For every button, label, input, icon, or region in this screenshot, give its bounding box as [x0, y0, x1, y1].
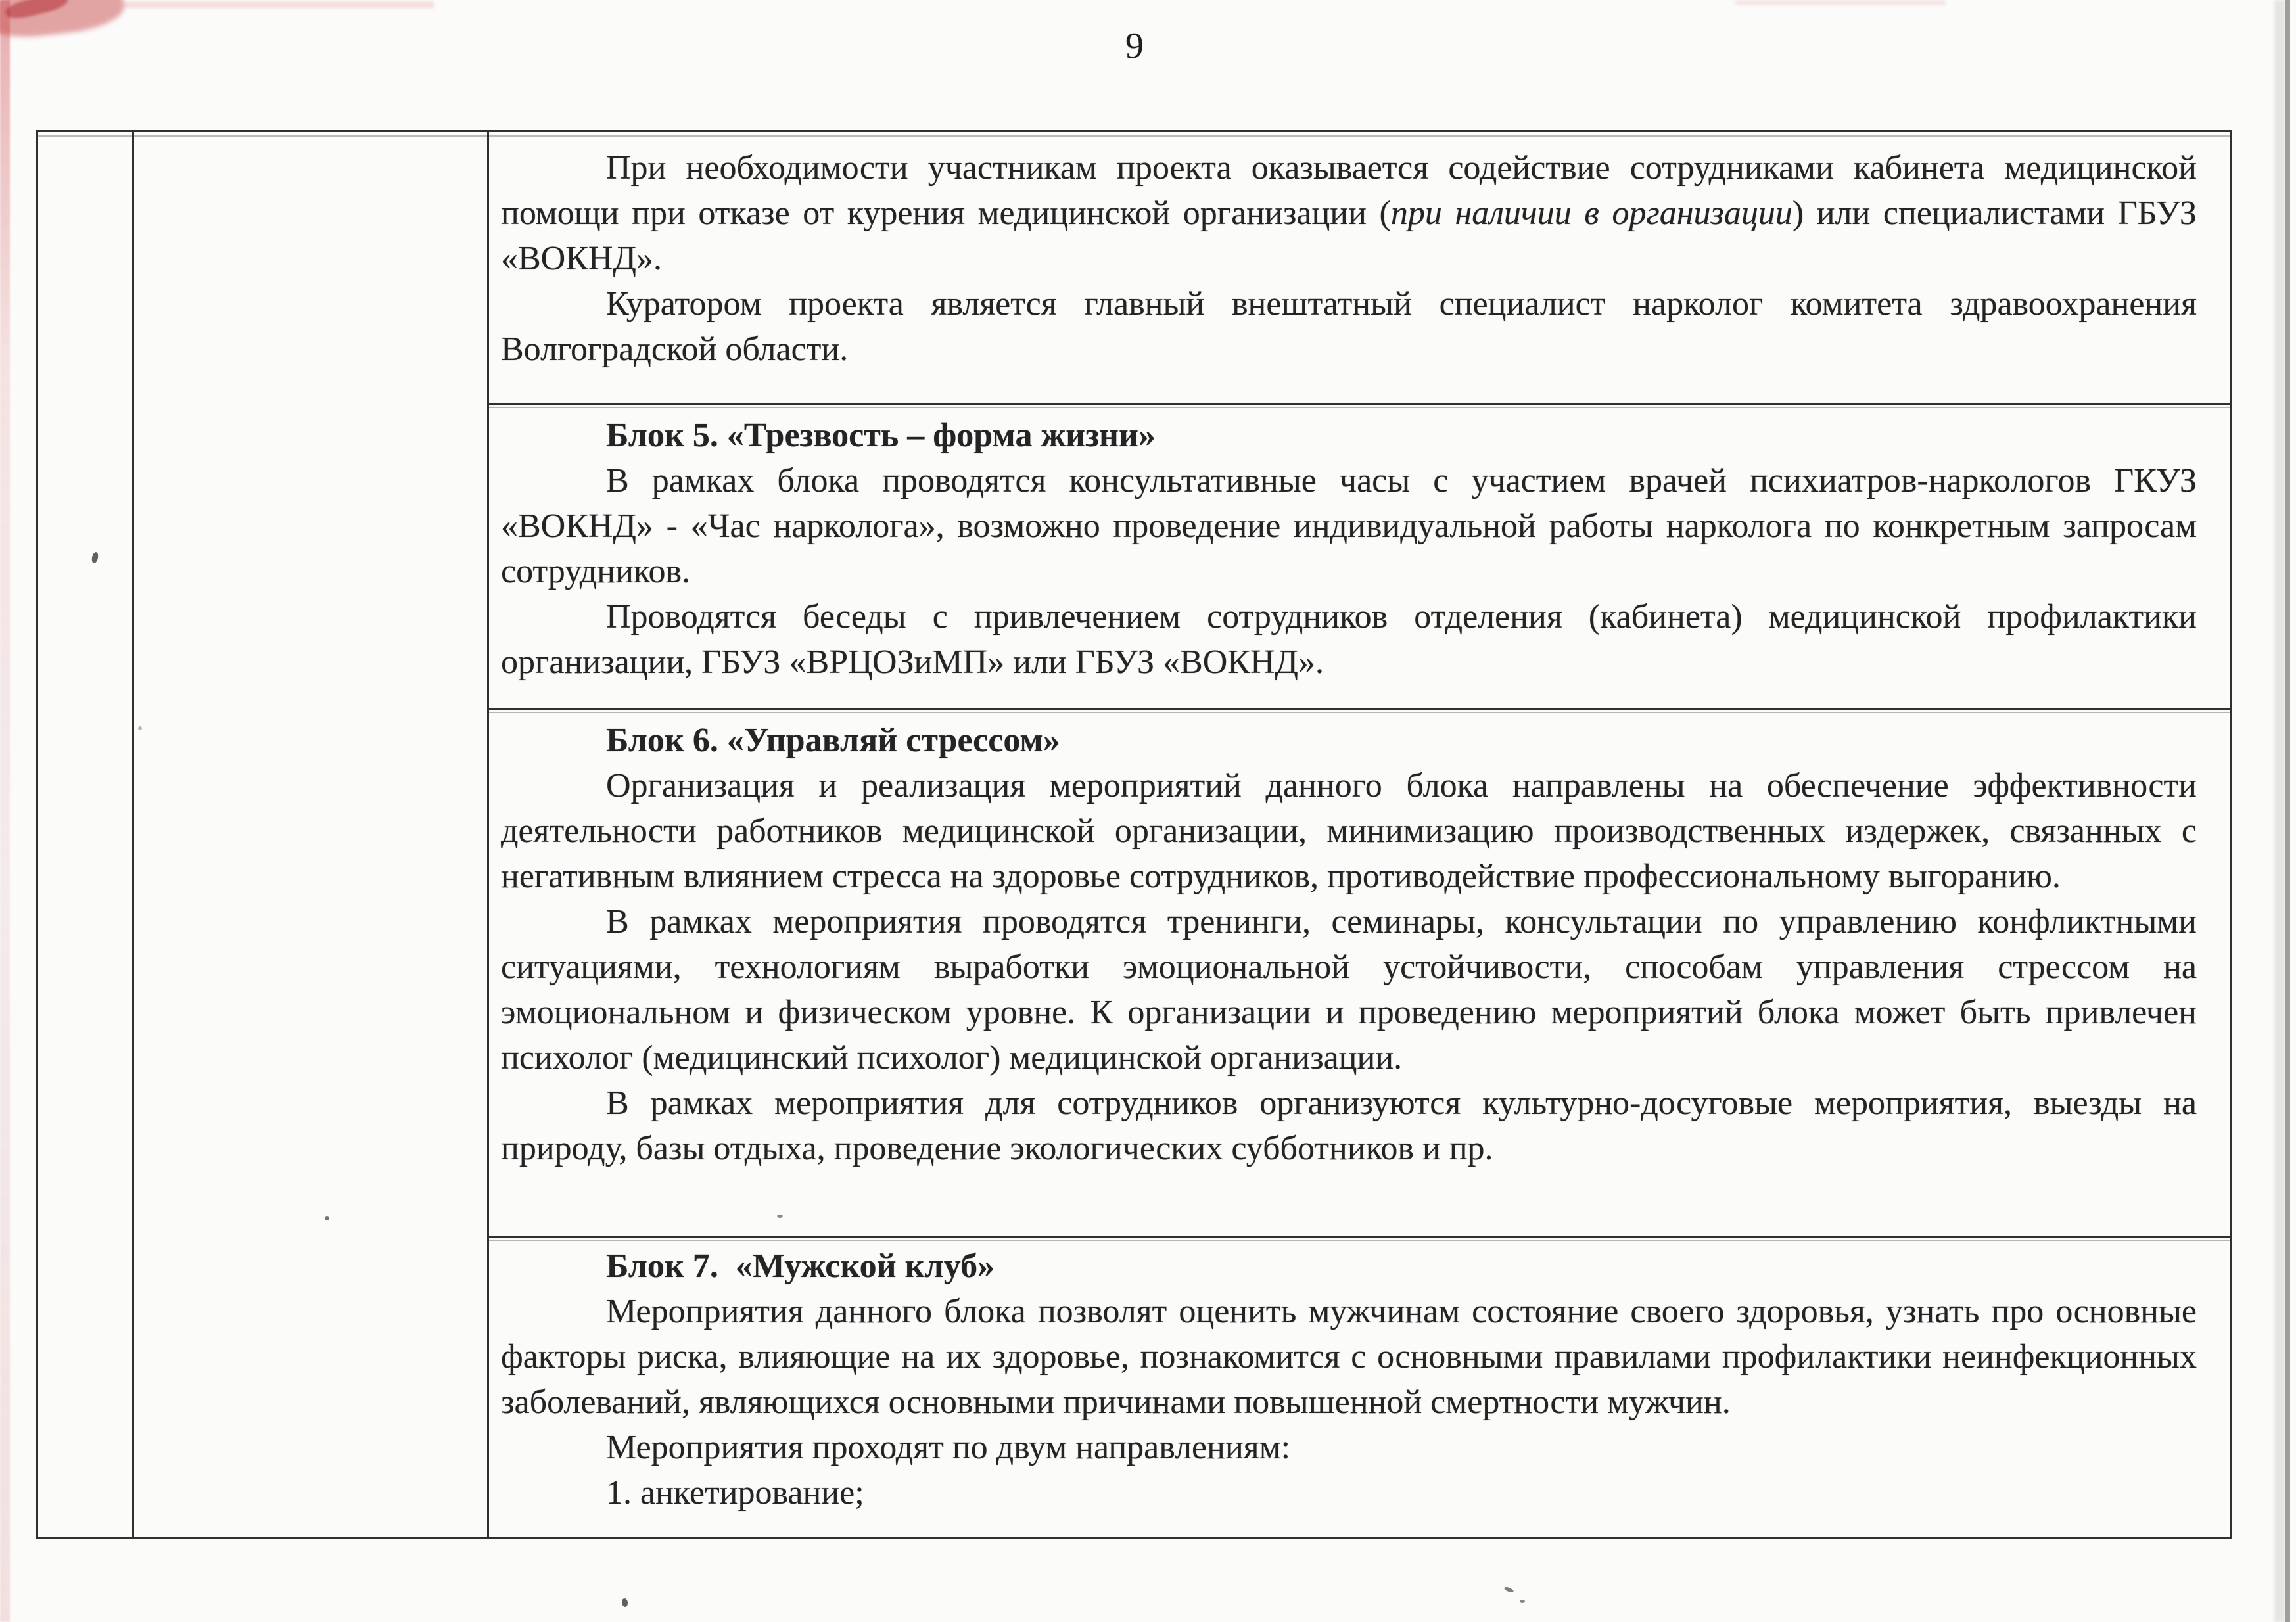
- table-empty-column-2: [134, 132, 487, 1537]
- paragraph-run: Мероприятия проходят по двум направлениям:: [606, 1429, 1291, 1466]
- scan-artifact-top-streak-1: [79, 1, 434, 8]
- paragraph-run: Куратором проекта является главный внештатный специалист нарколог комитета здравоохранения Волгоградской области.: [501, 285, 2197, 368]
- scan-artifact-left-edge: [0, 0, 10, 1622]
- table-row-block-0: [489, 132, 2230, 403]
- table-row-block-2: [489, 710, 2230, 1236]
- scan-artifact-right-shadow: [2274, 0, 2285, 1622]
- paragraph-run: Организация и реализация мероприятий данного блока направлены на обеспечение эффективности деятельности работников медицинской организации, минимизацию производственных издержек, связанных с негативным влиянием стресса на здоровье сотрудников, противодействие профессиональному выгоранию.: [501, 767, 2197, 895]
- table-row-block-3: [489, 1238, 2230, 1537]
- paragraph: [501, 899, 2197, 1080]
- paragraph: [501, 458, 2197, 594]
- scan-speck: [621, 1598, 628, 1607]
- paragraph-run-italic: при наличии в организации: [1390, 195, 1792, 232]
- paragraph: [501, 281, 2197, 372]
- scan-artifact-top-streak-2: [1735, 0, 1946, 5]
- scan-speck: [325, 1216, 329, 1220]
- paragraph-run: В рамках блока проводятся консультативные часы с участием врачей психиатров-наркологов ГКУЗ «ВОКНД» - «Час нарколога», возможно проведение индивидуальной работы нарколога по конкретным запросам сотрудников.: [501, 462, 2197, 590]
- paragraph-run: В рамках мероприятия для сотрудников организуются культурно-досуговые мероприятия, выезды на природу, базы отдыха, проведение экологических субботников и пр.: [501, 1084, 2197, 1167]
- paragraph: [501, 1470, 2197, 1516]
- scan-speck: [1503, 1586, 1514, 1593]
- page-number: 9: [1125, 26, 1144, 66]
- paragraph: [501, 1080, 2197, 1171]
- paragraph: [501, 594, 2197, 685]
- paragraph-run: ) или специалистами ГБУЗ «ВОКНД».: [501, 195, 2197, 277]
- scan-speck: [138, 726, 142, 730]
- paragraph-run: При необходимости участникам проекта оказывается содействие сотрудниками кабинета медицинской помощи при отказе от курения медицинской организации (: [501, 149, 2197, 232]
- paragraph: [501, 1289, 2197, 1425]
- paragraph: [501, 145, 2197, 281]
- paragraph: [501, 1425, 2197, 1470]
- paragraph-run: В рамках мероприятия проводятся тренинги, семинары, консультации по управлению конфликтными ситуациями, технологиям выработки эмоциональной устойчивости, способам управления стрессом на эмоциональном и физическом уровне. К организации и проведению мероприятий блока может быть привлечен психолог (медицинский психолог) медицинской организации.: [501, 903, 2197, 1077]
- scan-speck: [777, 1215, 783, 1218]
- block-title: Блок 6. «Управляй стрессом»: [606, 722, 1060, 759]
- paragraph-run: 1. анкетирование;: [606, 1474, 864, 1512]
- paragraph-run: Мероприятия данного блока позволят оценить мужчинам состояние своего здоровья, узнать про основные факторы риска, влияющие на их здоровье, познакомится с основными правилами профилактики неинфекционных заболеваний, являющихся основными причинами повышенной смертности мужчин.: [501, 1293, 2197, 1421]
- scan-artifact-corner-smudge: [0, 0, 126, 43]
- scan-speck: [1520, 1600, 1525, 1603]
- block-title: Блок 5. «Трезвость – форма жизни»: [606, 417, 1156, 454]
- scan-artifact-corner-streak: [4, 0, 69, 22]
- table-empty-column-1: [38, 132, 132, 1537]
- paragraph: [501, 763, 2197, 899]
- paragraph-run: Проводятся беседы с привлечением сотрудников отделения (кабинета) медицинской профилактики организации, ГБУЗ «ВРЦОЗиМП» или ГБУЗ «ВОКНД».: [501, 598, 2197, 681]
- scan-artifact-right-edge-line: [2285, 0, 2290, 1622]
- table-row-block-1: [489, 405, 2230, 708]
- program-table: [36, 130, 2232, 1539]
- table-main-column: [489, 132, 2230, 1537]
- block-title: Блок 7. «Мужской клуб»: [606, 1247, 995, 1285]
